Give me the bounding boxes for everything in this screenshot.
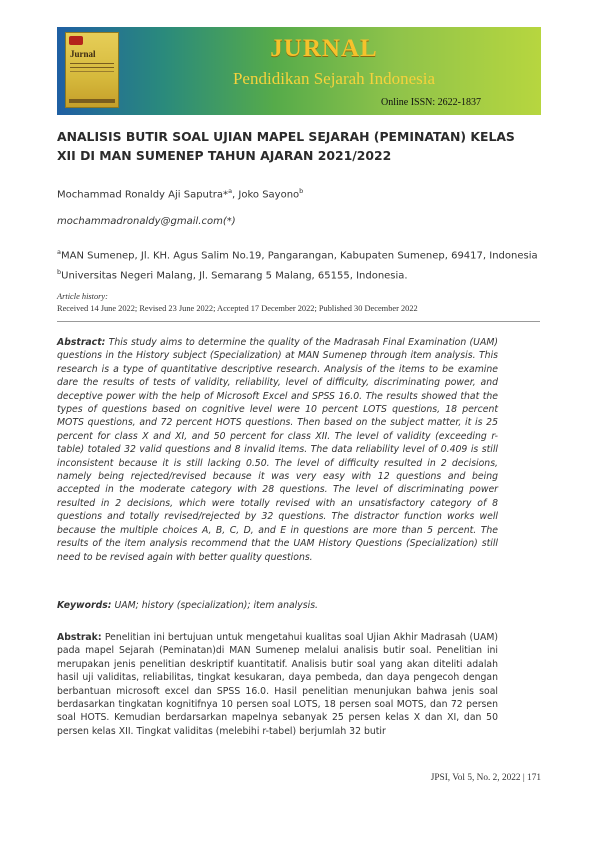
- affiliation-item: [57, 264, 538, 284]
- page-footer: JPSI, Vol 5, No. 2, 2022 | 171: [430, 773, 541, 783]
- keywords-label: Keywords:: [57, 600, 112, 611]
- cover-text-lines: [70, 63, 114, 64]
- journal-issn: Online ISSN: 2622-1837: [381, 97, 481, 108]
- author-line: [57, 187, 303, 200]
- keywords: [57, 600, 318, 611]
- journal-subtitle: Pendidikan Sejarah Indonesia: [232, 69, 436, 88]
- affiliation-marker: b: [299, 187, 304, 195]
- article-history: [57, 291, 418, 315]
- affiliation-marker: b: [57, 268, 62, 277]
- author-name: , Joko Sayono: [232, 189, 300, 201]
- affiliation-text: MAN Sumenep, Jl. KH. Agus Salim No.19, Pangarangan, Kabupaten Sumenep, 69417, Indonesia: [60, 250, 538, 262]
- journal-title: JURNAL: [270, 35, 378, 62]
- keywords-text: UAM; history (specialization); item analysis.: [111, 600, 318, 611]
- affiliation-marker: a: [228, 187, 233, 195]
- abstract-english: [57, 336, 498, 564]
- author-name: Mochammad Ronaldy Aji Saputra*: [57, 189, 229, 201]
- abstrak-label: Abstrak:: [57, 632, 102, 643]
- journal-banner: [57, 27, 541, 115]
- corresponding-email[interactable]: mochammadronaldy@gmail.com(*): [57, 216, 236, 227]
- affiliation-text: Universitas Negeri Malang, Jl. Semarang 5 Malang, 65155, Indonesia.: [61, 270, 408, 282]
- abstract-label: Abstract:: [57, 337, 106, 348]
- abstract-indonesian: [57, 631, 498, 738]
- cover-footer-bar: [69, 99, 115, 103]
- affiliation-marker: a: [57, 248, 61, 256]
- history-label: Article history:: [57, 292, 108, 301]
- affiliations: [57, 244, 538, 285]
- history-dates: Received 14 June 2022; Revised 23 June 2022; Accepted 17 December 2022; Published 30 December 2022: [57, 304, 418, 313]
- article-title: ANALISIS BUTIR SOAL UJIAN MAPEL SEJARAH (PEMINATAN) KELAS XII DI MAN SUMENEP TAHUN AJARAN 2021/2022: [57, 129, 515, 163]
- section-divider: [57, 321, 540, 322]
- cover-title: Jurnal: [70, 49, 96, 59]
- affiliation-item: [57, 244, 538, 264]
- abstrak-text: Penelitian ini bertujuan untuk mengetahui kualitas soal Ujian Akhir Madrasah (UAM) pada mapel Sejarah (Peminatan)di MAN Sumenep melalui analisis butir soal. Penelitian ini merupakan jenis penelitian deskriptif kuantitatif. Analisis butir soal yang akan diteliti adalah hasil uji validitas, reliabilitas, tingkat kesukaran, daya pembeda, dan daya pengecoh dengan berbantuan microsoft excel dan SPSS 16.0. Hasil penelitian menunjukan bahwa jenis soal berdasarkan tingkatan kognitifnya 10 persen soal LOTS, 18 persen soal MOTS, dan 72 persen soal HOTS. Kemudian berdarsarkan mapelnya sebanyak 25 persen kelas X dan XI, dan 50 persen kelas XII. Tingkat validitas (melebihi r-tabel) berjumlah 32 butir: [57, 632, 498, 737]
- abstract-text: This study aims to determine the quality of the Madrasah Final Examination (UAM) questions in the History subject (Specialization) at MAN Sumenep through item analysis. This research is a type of quantitative descriptive research. Analysis of the items to be examine dare the results of tests of validity, reliability, level of difficulty, discriminating power, and deceptive power with the help of Microsoft Excel and SPSS 16.0. The results showed that the types of questions based on cognitive level were 10 percent LOTS questions, 18 percent MOTS questions, and 72 percent HOTS questions. Then based on the subject matter, it is 25 percent for class X and XI, and 50 percent for class XII. The level of validity (exceeding r-table) totaled 32 valid questions and 8 invalid items. The data reliability level of 0.409 is still inconsistent because it is still lacking 0.50. The level of difficulty resulted in 2 decisions, namely being rejected/revised because it was very easy with 12 questions and being accepted in the moderate category with 28 questions. The level of discriminating power resulted in 2 decisions, which were totally revised with an unsatisfactory category of 8 questions and totally revised/rejected by 32 questions. The distractor function works well because the multiple choices A, B, C, D, and E in questions are more than 5 percent. The results of the item analysis recommend that the UAM History Questions (Specialization) still need to be revised again with better quality questions.: [57, 337, 498, 563]
